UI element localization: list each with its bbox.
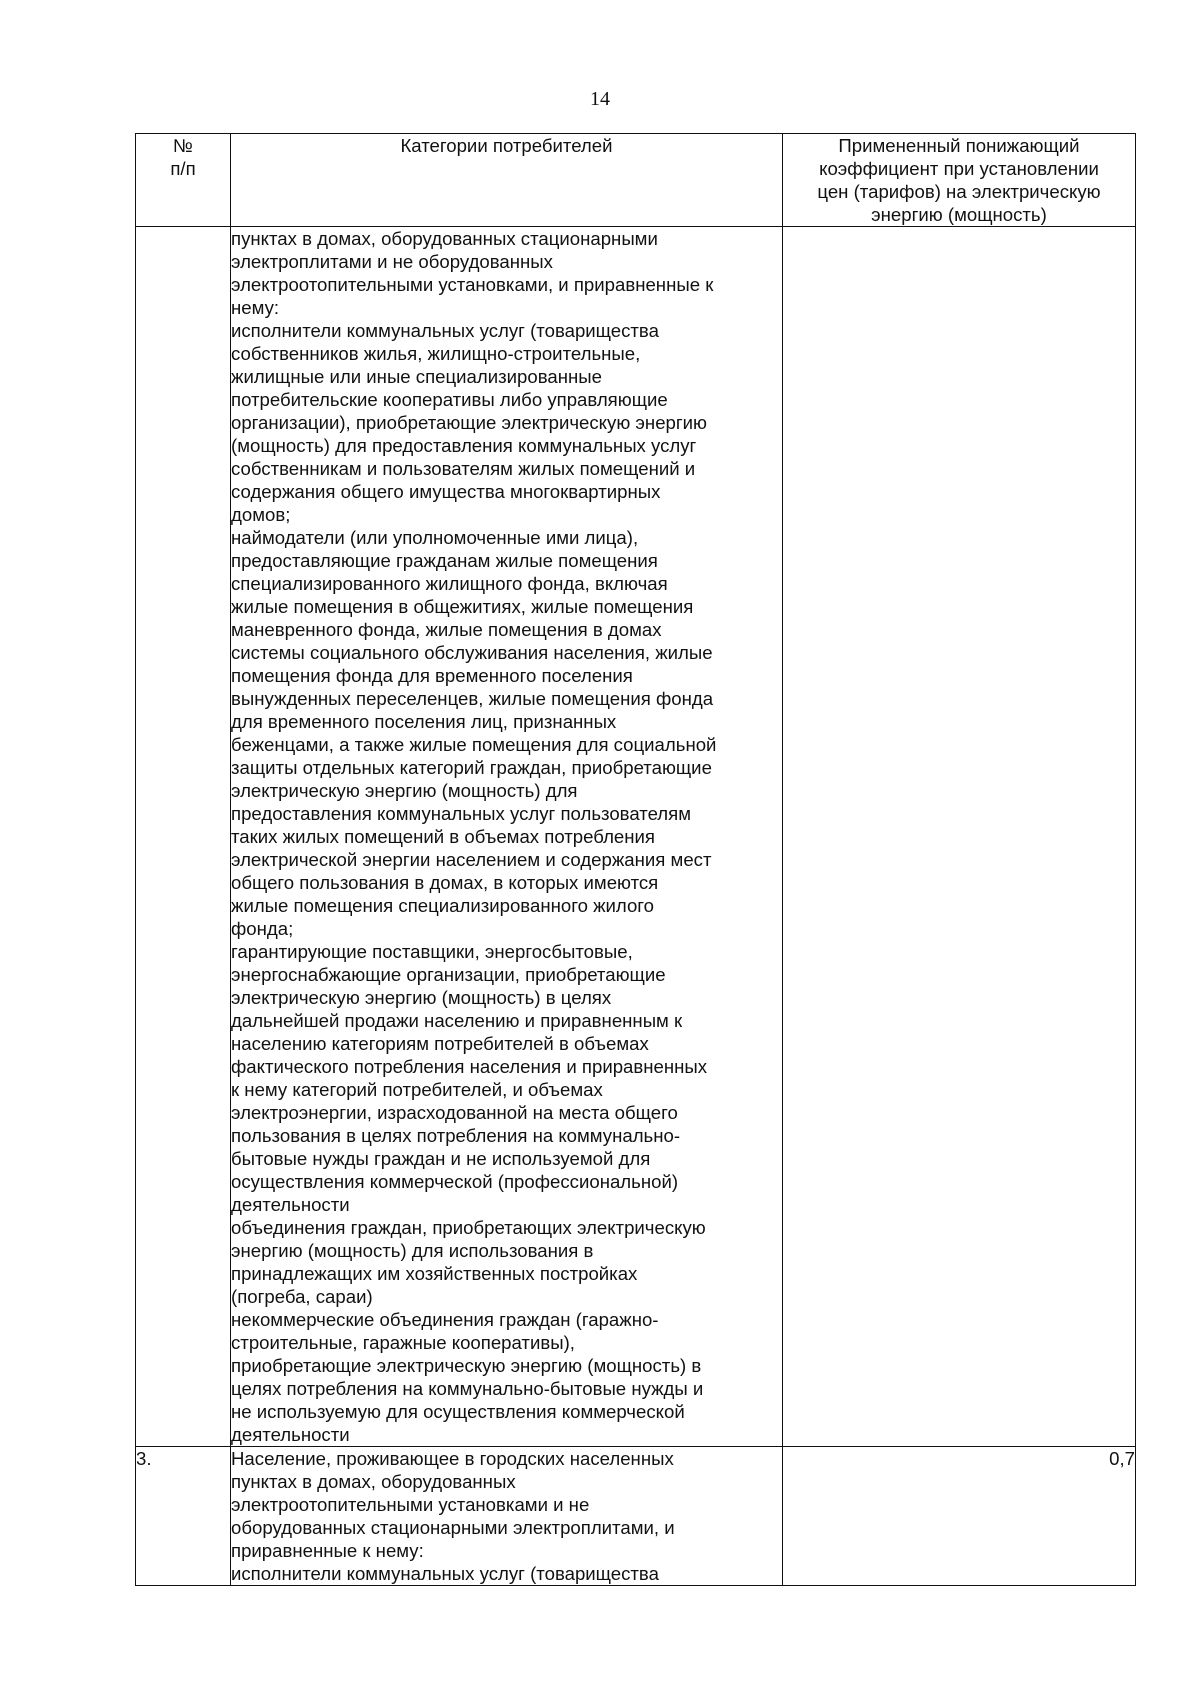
category-text-line: (мощность) для предоставления коммунальных услуг — [231, 435, 697, 456]
category-text-line: объединения граждан, приобретающих электрическую — [231, 1217, 706, 1238]
header-coefficient-line: энергию (мощность) — [871, 204, 1047, 225]
category-text-line: специализированного жилищного фонда, включая — [231, 573, 668, 594]
category-text-line: некоммерческие объединения граждан (гаражно- — [231, 1309, 659, 1330]
category-text-line: целях потребления на коммунально-бытовые нужды и — [231, 1378, 704, 1399]
table-row — [136, 227, 1136, 1447]
category-text-line: электроотопительными установками и не — [231, 1494, 590, 1515]
category-text-line: защиты отдельных категорий граждан, приобретающие — [231, 757, 712, 778]
category-text-line: принадлежащих им хозяйственных постройках — [231, 1263, 638, 1284]
category-text-line: общего пользования в домах, в которых имеются — [231, 872, 659, 893]
category-text-line: приобретающие электрическую энергию (мощность) в — [231, 1355, 702, 1376]
header-coefficient — [783, 134, 1136, 227]
category-text-line: собственников жилья, жилищно-строительные, — [231, 343, 641, 364]
category-text-line: нему: — [231, 297, 280, 318]
category-text-line: электроплитами и не оборудованных — [231, 251, 553, 272]
header-coefficient-line: цен (тарифов) на электрическую — [817, 181, 1101, 202]
category-text-line: электрическую энергию (мощность) для — [231, 780, 578, 801]
category-text-line: системы социального обслуживания населения, жилые — [231, 642, 713, 663]
category-text-line: пользования в целях потребления на коммунально- — [231, 1125, 681, 1146]
category-text-line: энергоснабжающие организации, приобретающие — [231, 964, 666, 985]
category-text-line: деятельности — [231, 1194, 350, 1215]
category-text-line: потребительские кооперативы либо управляющие — [231, 389, 668, 410]
category-text-line: маневренного фонда, жилые помещения в домах — [231, 619, 662, 640]
category-text-line: фактического потребления населения и приравненных — [231, 1056, 708, 1077]
page-number: 14 — [590, 88, 610, 110]
category-text-line: осуществления коммерческой (профессиональной) — [231, 1171, 679, 1192]
category-text-line: бытовые нужды граждан и не используемой для — [231, 1148, 651, 1169]
category-text-line: энергию (мощность) для использования в — [231, 1240, 594, 1261]
table-body — [136, 227, 1136, 1586]
category-text-line: предоставляющие гражданам жилые помещения — [231, 550, 658, 571]
row-category — [231, 227, 783, 1447]
header-number — [136, 134, 231, 227]
category-text-line: населению категориям потребителей в объемах — [231, 1033, 649, 1054]
category-text-line: исполнители коммунальных услуг (товарищества — [231, 320, 659, 341]
category-text-line: вынужденных переселенцев, жилые помещения фонда — [231, 688, 714, 709]
category-text-line: домов; — [231, 504, 291, 525]
table-header-row — [136, 134, 1136, 227]
category-text-line: пунктах в домах, оборудованных стационарными — [231, 228, 658, 249]
category-text-line: предоставления коммунальных услуг пользователям — [231, 803, 692, 824]
category-text-line: собственникам и пользователям жилых помещений и — [231, 458, 696, 479]
category-text-line: деятельности — [231, 1424, 350, 1445]
row-coefficient — [783, 227, 1136, 1447]
category-text-line: помещения фонда для временного поселения — [231, 665, 633, 686]
category-text-line: к нему категорий потребителей, и объемах — [231, 1079, 603, 1100]
category-text-line: дальнейшей продажи населению и приравненным к — [231, 1010, 683, 1031]
category-text-line: электрической энергии населением и содержания мест — [231, 849, 712, 870]
table-row — [136, 1447, 1136, 1586]
category-text-line: не используемую для осуществления коммерческой — [231, 1401, 685, 1422]
category-text-line: для временного поселения лиц, признанных — [231, 711, 617, 732]
category-text-line: жилищные или иные специализированные — [231, 366, 602, 387]
category-text-line: исполнители коммунальных услуг (товарищества — [231, 1563, 659, 1584]
category-text-line: электрическую энергию (мощность) в целях — [231, 987, 612, 1008]
category-text-line: фонда; — [231, 918, 294, 939]
category-text-line: строительные, гаражные кооперативы), — [231, 1332, 575, 1353]
header-coefficient-line: Примененный понижающий — [838, 135, 1080, 156]
category-text-line: (погреба, сараи) — [231, 1286, 373, 1307]
header-number-line: п/п — [170, 158, 196, 179]
category-text-line: гарантирующие поставщики, энергосбытовые, — [231, 941, 633, 962]
header-coefficient-line: коэффициент при установлении — [819, 158, 1099, 179]
header-category-label: Категории потребителей — [400, 135, 613, 156]
row-number: 3. — [136, 1447, 231, 1586]
category-text-line: наймодатели (или уполномоченные ими лица), — [231, 527, 639, 548]
category-text-line: Население, проживающее в городских населенных — [231, 1448, 674, 1469]
category-text-line: пунктах в домах, оборудованных — [231, 1471, 516, 1492]
category-text-line: жилые помещения специализированного жилого — [231, 895, 655, 916]
tariff-coefficient-table — [135, 133, 1136, 1586]
row-category — [231, 1447, 783, 1586]
category-text-line: электроотопительными установками, и приравненные к — [231, 274, 714, 295]
category-text-line: беженцами, а также жилые помещения для социальной — [231, 734, 717, 755]
header-number-line: № — [173, 135, 193, 156]
category-text-line: оборудованных стационарными электроплитами, и — [231, 1517, 675, 1538]
category-text-line: таких жилых помещений в объемах потребления — [231, 826, 655, 847]
category-text-line: организации), приобретающие электрическую энергию — [231, 412, 707, 433]
row-number — [136, 227, 231, 1447]
category-text-line: электроэнергии, израсходованной на места общего — [231, 1102, 678, 1123]
row-coefficient: 0,7 — [783, 1447, 1136, 1586]
category-text-line: содержания общего имущества многоквартирных — [231, 481, 661, 502]
category-text-line: приравненные к нему: — [231, 1540, 424, 1561]
header-category — [231, 134, 783, 227]
category-text-line: жилые помещения в общежитиях, жилые помещения — [231, 596, 694, 617]
